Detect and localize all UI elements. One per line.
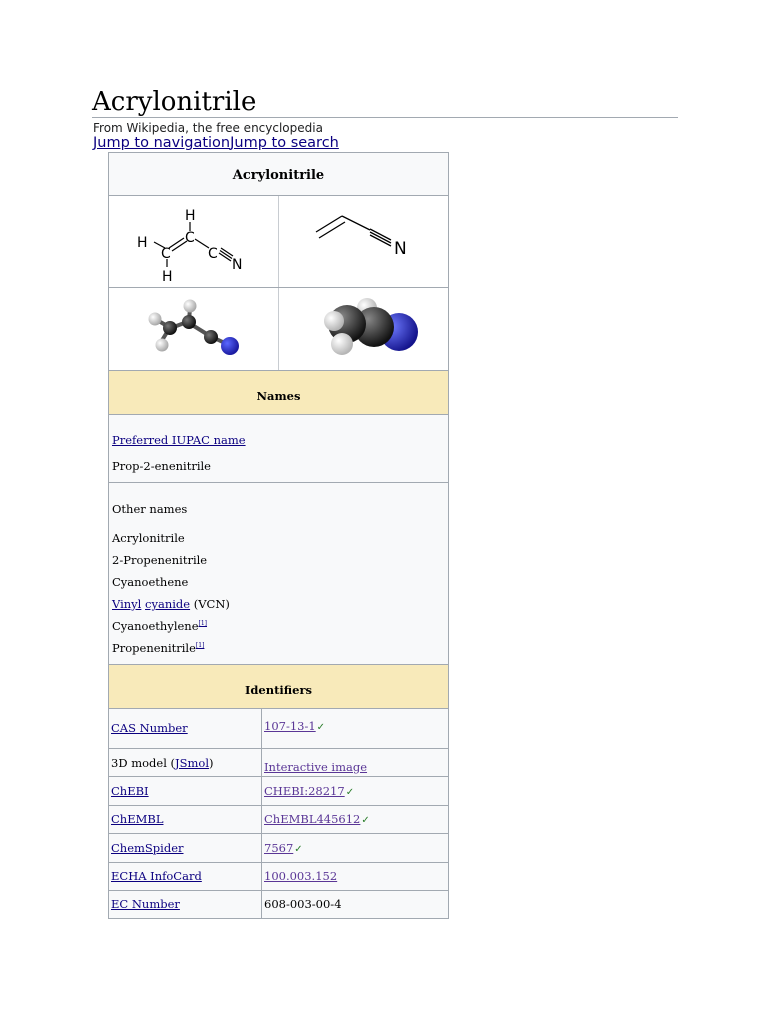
other-name-suffix: (VCN) — [190, 597, 230, 611]
line-structure-diagram — [304, 202, 424, 282]
atom-label: H — [136, 234, 148, 251]
vinyl-link[interactable]: Vinyl — [112, 597, 142, 611]
space-filling-model — [309, 294, 419, 364]
atom-label: H — [184, 207, 196, 224]
identifier-key — [109, 805, 262, 833]
title-divider — [92, 117, 678, 118]
site-tagline: From Wikipedia, the free encyclopedia — [93, 121, 323, 135]
interactive-image-link[interactable]: Interactive image — [264, 759, 368, 774]
table-row — [109, 862, 448, 890]
cas-number-link[interactable]: CAS Number — [111, 721, 188, 736]
chebi-value-link[interactable]: CHEBI:28217 — [264, 783, 345, 798]
atom-label: N — [231, 256, 242, 273]
cyanide-link[interactable]: cyanide — [145, 597, 191, 611]
ball-and-stick-image[interactable] — [109, 288, 278, 370]
line-formula-image[interactable] — [278, 196, 448, 287]
identifier-value — [262, 805, 449, 833]
iupac-name-value: Prop-2-enenitrile — [112, 459, 211, 473]
jump-links — [93, 135, 339, 151]
page-title: Acrylonitrile — [92, 87, 257, 117]
atom-label: C — [160, 245, 171, 262]
other-name-item: 2-Propenenitrile — [112, 553, 208, 567]
atom-label: C — [184, 229, 195, 246]
identifier-key — [109, 862, 262, 890]
space-filling-image[interactable] — [278, 288, 448, 370]
verified-check-icon: ✓ — [294, 843, 303, 855]
jump-to-search-link[interactable]: Jump to search — [230, 135, 339, 151]
other-names-block — [109, 483, 448, 665]
identifier-key — [109, 748, 262, 776]
atom-label: H — [161, 268, 173, 282]
skeletal-formula-image[interactable] — [109, 196, 278, 287]
table-row — [109, 805, 448, 833]
identifier-key — [109, 833, 262, 862]
identifier-value — [262, 709, 449, 748]
structure-images-row — [109, 196, 448, 288]
other-names-label: Other names — [112, 502, 188, 516]
identifier-key — [109, 709, 262, 748]
identifier-key — [109, 776, 262, 805]
chembox-infobox — [108, 152, 449, 919]
reference-link[interactable]: [1] — [195, 642, 205, 650]
identifiers-table — [109, 709, 448, 918]
cas-number-value-link[interactable]: 107-13-1 — [264, 719, 316, 733]
other-name-text: Cyanoethylene — [112, 619, 199, 633]
other-name-item: Acrylonitrile — [112, 531, 185, 545]
molecule-models-row — [109, 288, 448, 371]
table-row — [109, 833, 448, 862]
table-row — [109, 776, 448, 805]
atom-label: C — [207, 245, 218, 262]
other-name-item — [112, 641, 204, 655]
iupac-name-block — [109, 415, 448, 483]
identifier-value — [262, 862, 449, 890]
other-name-item: Cyanoethene — [112, 575, 189, 589]
verified-check-icon: ✓ — [345, 786, 355, 798]
table-row — [109, 748, 448, 776]
chembl-link[interactable]: ChEMBL — [111, 812, 164, 826]
skeletal-structure-diagram — [134, 202, 254, 282]
names-section-header: Names — [109, 371, 448, 415]
table-row — [109, 709, 448, 748]
ec-number-link[interactable]: EC Number — [111, 897, 180, 912]
preferred-iupac-name-link[interactable]: Preferred IUPAC name — [112, 433, 246, 447]
echa-infocard-value-link[interactable]: 100.003.152 — [264, 869, 338, 883]
identifier-value: 608-003-00-4 — [264, 897, 342, 912]
chembl-value-link[interactable]: ChEMBL445612 — [264, 812, 361, 826]
verified-check-icon: ✓ — [316, 722, 326, 733]
chebi-link[interactable]: ChEBI — [111, 783, 149, 798]
identifier-key — [109, 890, 262, 918]
other-name-text: Propenenitrile — [112, 641, 196, 655]
identifier-value — [262, 748, 449, 776]
other-name-item — [112, 619, 207, 633]
ball-and-stick-model — [139, 294, 249, 364]
chemspider-link[interactable]: ChemSpider — [111, 840, 184, 855]
identifiers-section-header: Identifiers — [109, 665, 448, 709]
jsmol-link[interactable]: JSmol — [175, 755, 210, 770]
identifier-value — [262, 776, 449, 805]
infobox-caption: Acrylonitrile — [109, 153, 448, 196]
jump-to-navigation-link[interactable]: Jump to navigation — [93, 135, 231, 151]
echa-infocard-link[interactable]: ECHA InfoCard — [111, 869, 202, 883]
identifier-key-text: 3D model ( — [111, 755, 176, 770]
chemspider-value-link[interactable]: 7567 — [264, 840, 294, 855]
table-row — [109, 890, 448, 918]
identifier-value — [262, 833, 449, 862]
reference-link[interactable]: [1] — [198, 620, 208, 628]
verified-check-icon: ✓ — [361, 815, 370, 826]
identifier-key-text: ) — [209, 755, 214, 770]
atom-label: N — [393, 238, 407, 259]
other-name-item — [112, 597, 230, 611]
